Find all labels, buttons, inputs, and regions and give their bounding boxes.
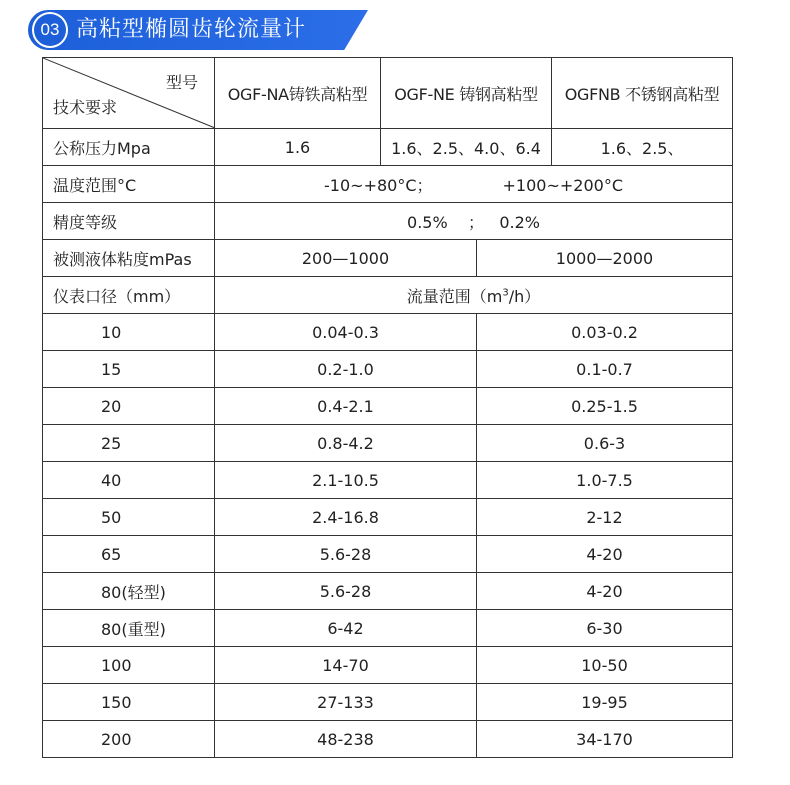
accuracy-value [215, 203, 733, 240]
table-row [43, 536, 733, 573]
row-flow-low: 0.04-0.3 [215, 314, 477, 351]
row-flow-low: 5.6-28 [215, 536, 477, 573]
row-diameter: 20 [43, 388, 215, 425]
row-flow-high: 10-50 [477, 647, 733, 684]
accuracy-separator: ； [468, 212, 485, 232]
model-na: OGF-NA铸铁高粘型 [215, 58, 381, 129]
table-row [43, 351, 733, 388]
accuracy-b: 0.2% [499, 212, 540, 232]
pressure-na: 1.6 [215, 129, 381, 166]
row-flow-high: 0.6-3 [477, 425, 733, 462]
row-flow-high: 6-30 [477, 610, 733, 647]
row-flow-high: 1.0-7.5 [477, 462, 733, 499]
table-row [43, 684, 733, 721]
row-diameter: 80(重型) [43, 610, 215, 647]
row-diameter: 80(轻型) [43, 573, 215, 610]
row-flow-high: 34-170 [477, 721, 733, 758]
temperature-high: +100~+200°C [502, 175, 623, 195]
flow-rows [43, 314, 733, 758]
pressure-nb: 1.6、2.5、 [552, 129, 733, 166]
accuracy-row [43, 203, 733, 240]
temperature-value [215, 166, 733, 203]
temperature-low: -10~+80°C； [324, 175, 433, 195]
table-row [43, 647, 733, 684]
row-flow-low: 0.8-4.2 [215, 425, 477, 462]
model-nb: OGFNB 不锈钢高粘型 [552, 58, 733, 129]
table-row [43, 388, 733, 425]
accuracy-label: 精度等级 [43, 203, 215, 240]
temperature-row [43, 166, 733, 203]
row-flow-low: 6-42 [215, 610, 477, 647]
section-title: 高粘型椭圆齿轮流量计 [76, 17, 307, 42]
viscosity-low: 200—1000 [215, 240, 477, 277]
flow-header-row [43, 277, 733, 314]
table-row [43, 610, 733, 647]
row-flow-high: 2-12 [477, 499, 733, 536]
row-flow-high: 19-95 [477, 684, 733, 721]
row-flow-high: 0.1-0.7 [477, 351, 733, 388]
row-diameter: 25 [43, 425, 215, 462]
row-diameter: 50 [43, 499, 215, 536]
row-flow-high: 0.03-0.2 [477, 314, 733, 351]
diameter-label: 仪表口径（mm） [43, 277, 215, 314]
spec-table [42, 57, 733, 758]
row-diameter: 65 [43, 536, 215, 573]
row-diameter: 10 [43, 314, 215, 351]
row-flow-high: 4-20 [477, 536, 733, 573]
row-flow-low: 14-70 [215, 647, 477, 684]
section-number: 03 [34, 14, 66, 46]
corner-cell [43, 58, 215, 129]
row-flow-low: 0.4-2.1 [215, 388, 477, 425]
row-flow-low: 5.6-28 [215, 573, 477, 610]
row-diameter: 15 [43, 351, 215, 388]
corner-model-label: 型号 [165, 73, 198, 92]
pressure-label: 公称压力Mpa [43, 129, 215, 166]
table-row [43, 462, 733, 499]
temperature-label: 温度范围°C [43, 166, 215, 203]
table-row [43, 721, 733, 758]
row-diameter: 40 [43, 462, 215, 499]
row-flow-low: 48-238 [215, 721, 477, 758]
viscosity-label: 被测液体粘度mPas [43, 240, 215, 277]
corner-requirement-label: 技术要求 [53, 98, 118, 117]
table-row [43, 573, 733, 610]
viscosity-row [43, 240, 733, 277]
model-ne: OGF-NE 铸钢高粘型 [381, 58, 552, 129]
table-row [43, 314, 733, 351]
row-flow-high: 4-20 [477, 573, 733, 610]
row-flow-high: 0.25-1.5 [477, 388, 733, 425]
model-header-row [43, 58, 733, 129]
pressure-row [43, 129, 733, 166]
viscosity-high: 1000—2000 [477, 240, 733, 277]
row-diameter: 200 [43, 721, 215, 758]
row-diameter: 150 [43, 684, 215, 721]
row-flow-low: 27-133 [215, 684, 477, 721]
table-row [43, 499, 733, 536]
table-row [43, 425, 733, 462]
row-flow-low: 2.4-16.8 [215, 499, 477, 536]
section-number-badge [32, 12, 68, 48]
row-flow-low: 2.1-10.5 [215, 462, 477, 499]
flow-range-label: 流量范围$(m^3/h)$ [215, 277, 733, 314]
pressure-ne: 1.6、2.5、4.0、6.4 [381, 129, 552, 166]
row-flow-low: 0.2-1.0 [215, 351, 477, 388]
accuracy-a: 0.5% [407, 212, 448, 232]
row-diameter: 100 [43, 647, 215, 684]
